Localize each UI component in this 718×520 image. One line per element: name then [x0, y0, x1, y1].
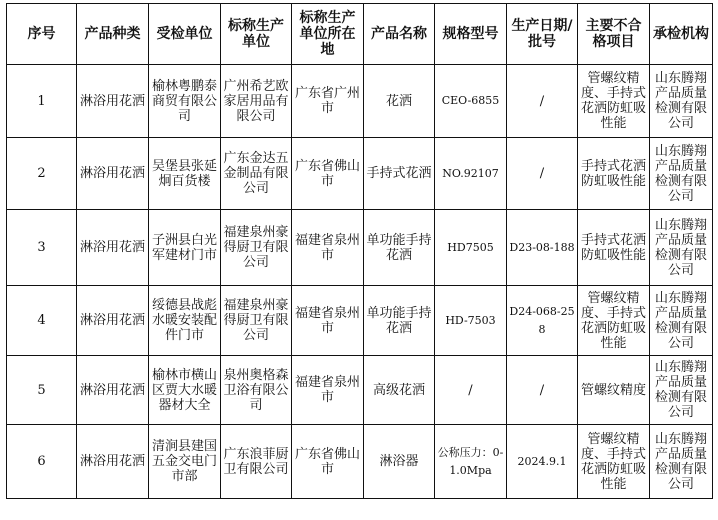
table-row [7, 210, 713, 286]
table-row [7, 286, 713, 356]
header-defects: 主要不合格项目 [578, 4, 650, 65]
cell-location: 福建省泉州市 [292, 356, 364, 425]
cell-inspected-unit: 榆林粤鹏泰商贸有限公司 [149, 65, 221, 138]
cell-batch: 2024.9.1 [507, 425, 578, 499]
cell-inspected-unit: 吴堡县张延炯百货楼 [149, 138, 221, 210]
cell-agency: 山东腾翔产品质量检测有限公司 [650, 286, 713, 356]
header-model: 规格型号 [435, 4, 507, 65]
cell-inspected-unit: 绥德县战彪水暖安装配件门市 [149, 286, 221, 356]
cell-model: NO.92107 [435, 138, 507, 210]
table-row [7, 138, 713, 210]
header-product: 产品名称 [364, 4, 435, 65]
table-row [7, 356, 713, 425]
cell-category: 淋浴用花洒 [77, 356, 149, 425]
cell-category: 淋浴用花洒 [77, 286, 149, 356]
cell-defects: 手持式花洒防虹吸性能 [578, 210, 650, 286]
cell-no: 1 [7, 65, 77, 138]
cell-defects: 管螺纹精度、手持式花洒防虹吸性能 [578, 65, 650, 138]
cell-batch: / [507, 356, 578, 425]
cell-no: 3 [7, 210, 77, 286]
inspection-results-table [6, 3, 713, 499]
cell-no: 2 [7, 138, 77, 210]
cell-category: 淋浴用花洒 [77, 425, 149, 499]
cell-location: 广东省广州市 [292, 65, 364, 138]
cell-product: 手持式花洒 [364, 138, 435, 210]
cell-agency: 山东腾翔产品质量检测有限公司 [650, 65, 713, 138]
cell-location: 广东省佛山市 [292, 138, 364, 210]
cell-batch: / [507, 65, 578, 138]
header-location: 标称生产单位所在地 [292, 4, 364, 65]
cell-category: 淋浴用花洒 [77, 65, 149, 138]
cell-producer: 广东浪菲厨卫有限公司 [221, 425, 292, 499]
cell-agency: 山东腾翔产品质量检测有限公司 [650, 425, 713, 499]
cell-product: 淋浴器 [364, 425, 435, 499]
cell-defects: 管螺纹精度、手持式花洒防虹吸性能 [578, 286, 650, 356]
cell-model: HD7505 [435, 210, 507, 286]
cell-category: 淋浴用花洒 [77, 210, 149, 286]
header-producer: 标称生产单位 [221, 4, 292, 65]
cell-producer: 广东金达五金制品有限公司 [221, 138, 292, 210]
cell-defects: 手持式花洒防虹吸性能 [578, 138, 650, 210]
cell-inspected-unit: 子洲县白光军建材门市 [149, 210, 221, 286]
cell-no: 4 [7, 286, 77, 356]
cell-category: 淋浴用花洒 [77, 138, 149, 210]
cell-product: 单功能手持花洒 [364, 210, 435, 286]
cell-producer: 福建泉州豪得厨卫有限公司 [221, 210, 292, 286]
cell-producer: 泉州奥格森卫浴有限公司 [221, 356, 292, 425]
table-row [7, 425, 713, 499]
cell-producer: 广州希艺欧家居用品有限公司 [221, 65, 292, 138]
cell-defects: 管螺纹精度、手持式花洒防虹吸性能 [578, 425, 650, 499]
cell-inspected-unit: 清涧县建国五金交电门市部 [149, 425, 221, 499]
cell-no: 5 [7, 356, 77, 425]
cell-batch: / [507, 138, 578, 210]
cell-agency: 山东腾翔产品质量检测有限公司 [650, 138, 713, 210]
cell-model [435, 425, 507, 499]
cell-location: 福建省泉州市 [292, 286, 364, 356]
cell-inspected-unit: 榆林市横山区贾大水暖器材大全 [149, 356, 221, 425]
cell-product: 高级花洒 [364, 356, 435, 425]
table-header-row [7, 4, 713, 65]
cell-model: / [435, 356, 507, 425]
cell-location: 广东省佛山市 [292, 425, 364, 499]
cell-model: CEO-6855 [435, 65, 507, 138]
header-agency: 承检机构 [650, 4, 713, 65]
cell-location: 福建省泉州市 [292, 210, 364, 286]
cell-batch [507, 210, 578, 286]
cell-batch [507, 286, 578, 356]
cell-product: 花洒 [364, 65, 435, 138]
cell-product: 单功能手持花洒 [364, 286, 435, 356]
header-batch: 生产日期/批号 [507, 4, 578, 65]
header-no: 序号 [7, 4, 77, 65]
table-row [7, 65, 713, 138]
cell-defects: 管螺纹精度 [578, 356, 650, 425]
cell-no: 6 [7, 425, 77, 499]
cell-agency: 山东腾翔产品质量检测有限公司 [650, 356, 713, 425]
cell-model: HD-7503 [435, 286, 507, 356]
header-inspected-unit: 受检单位 [149, 4, 221, 65]
cell-batch-text: D23-08-188 [509, 240, 575, 254]
cell-agency: 山东腾翔产品质量检测有限公司 [650, 210, 713, 286]
cell-batch-text: D24-068-258 [509, 304, 575, 336]
cell-model-text: 公称压力：0-1.0Mpa [437, 445, 504, 477]
header-category: 产品种类 [77, 4, 149, 65]
cell-producer: 福建泉州豪得厨卫有限公司 [221, 286, 292, 356]
